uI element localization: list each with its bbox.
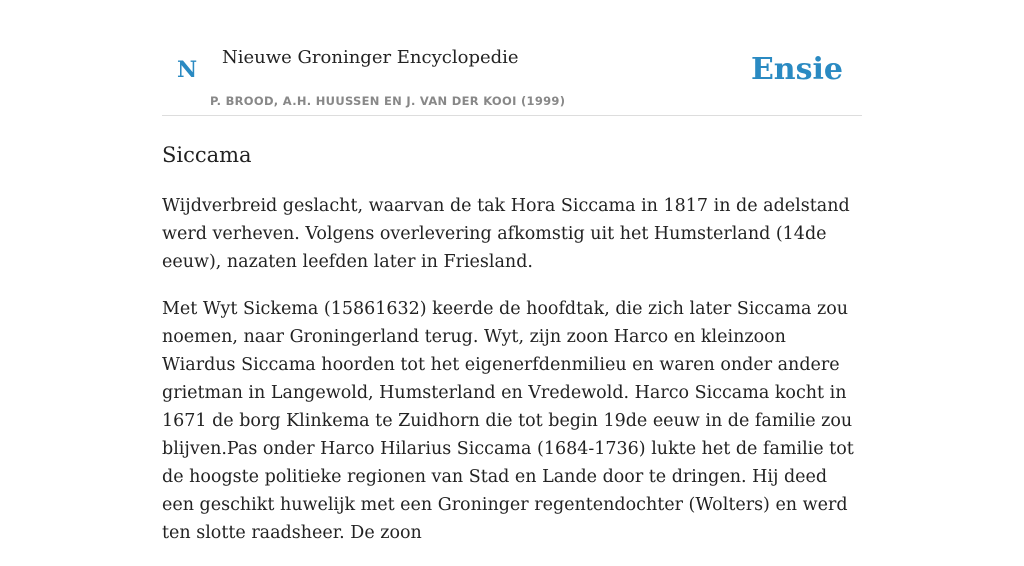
article-body — [162, 192, 862, 566]
page — [162, 0, 862, 543]
page-header — [162, 0, 862, 116]
book-authors: P. BROOD, A.H. HUUSSEN EN J. VAN DER KOOI (1999) — [210, 94, 566, 108]
ensie-brand-logo[interactable]: Ensie — [750, 52, 843, 87]
article-paragraph: Met Wyt Sickema (15861632) keerde de hoofdtak, die zich later Siccama zou noemen, naar Groningerland terug. Wyt, zijn zoon Harco en kleinzoon Wiardus Siccama hoorden tot het eigenerfdenmilieu en waren onder andere grietman in Langewold, Humsterland en Vredewold. Harco Siccama kocht in 1671 de borg Klinkema te Zuidhorn die tot begin 19de eeuw in de familie zou blijven.Pas onder Harco Hilarius Siccama (1684-1736) lukte het de familie tot de hoogste politieke regionen van Stad en Lande door te dringen. Hij deed een geschikt huwelijk met een Groninger regentendochter (Wolters) en werd ten slotte raadsheer. De zoon — [162, 299, 854, 543]
book-title-link[interactable]: Nieuwe Groninger Encyclopedie — [222, 47, 519, 68]
entry-title: Siccama — [162, 143, 252, 167]
encyclopedia-logo[interactable]: N — [177, 57, 198, 83]
article-paragraph: Wijdverbreid geslacht, waarvan de tak Hora Siccama in 1817 in de adelstand werd verheven. Volgens overlevering afkomstig uit het Humsterland (14de eeuw), nazaten leefden later in Friesland. — [162, 196, 850, 272]
